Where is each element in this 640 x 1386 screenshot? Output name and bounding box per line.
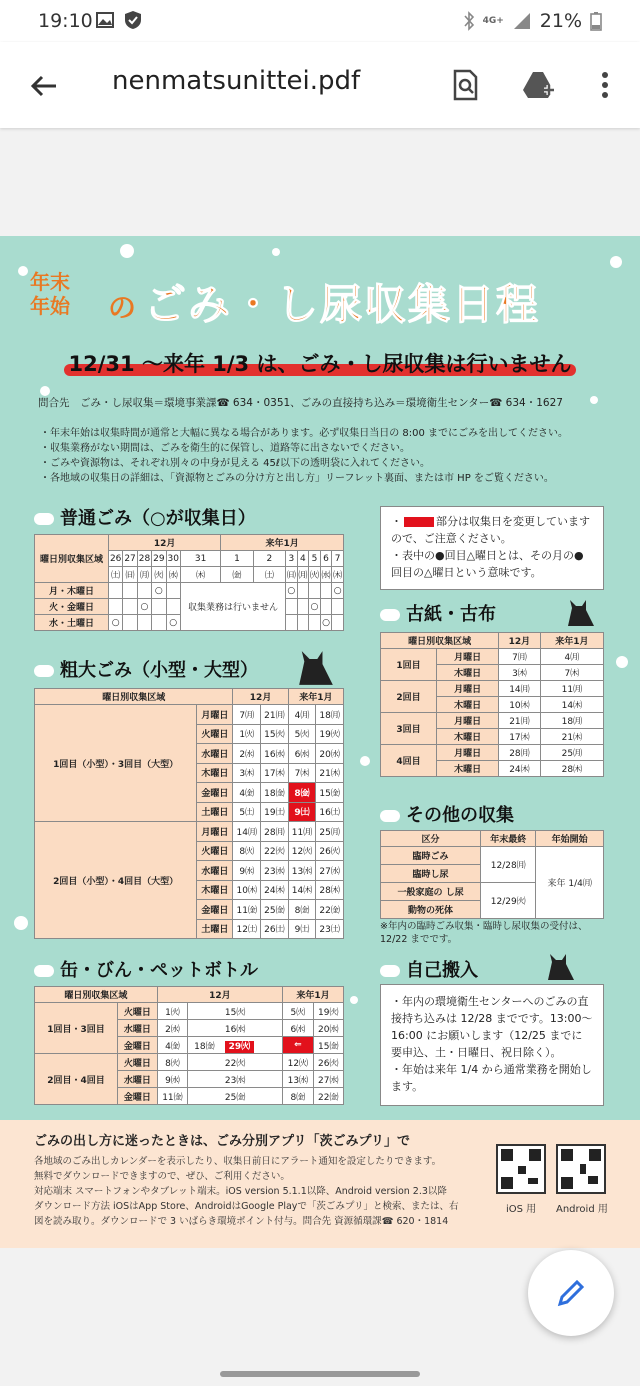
day-mark: ○ <box>320 615 332 631</box>
date-cell: 11㈮ <box>157 1088 187 1105</box>
weekday-cell: ㈪ <box>137 567 151 583</box>
weekday-cell: 金曜日 <box>197 783 233 803</box>
table-row <box>381 745 604 761</box>
date-cell: 12㈫ <box>288 841 316 861</box>
header-row <box>35 987 344 1003</box>
day-mark <box>297 583 309 599</box>
day-mark <box>152 615 166 631</box>
date-cell: 20㈬ <box>316 744 344 764</box>
date-text: 18㈮ <box>194 1041 215 1052</box>
date-cell: 8㈮ <box>288 900 316 920</box>
weekday-cell: 金曜日 <box>118 1088 158 1105</box>
weekday-cell: 木曜日 <box>437 761 499 777</box>
date-cell: 17㈭ <box>499 729 541 745</box>
area-cell: 水・土曜日 <box>35 615 109 631</box>
notes-list <box>40 426 568 486</box>
day-mark <box>123 583 137 599</box>
date-cell: 15㈮ <box>316 783 344 803</box>
day-cell: 28 <box>137 551 151 567</box>
day-mark <box>309 615 321 631</box>
day-cell: 29 <box>152 551 166 567</box>
no-collection-banner <box>64 348 576 378</box>
date-cell: 10㈭ <box>499 697 541 713</box>
changed-date-badge: 29㈫ <box>225 1041 255 1053</box>
date-cell: 22㈮ <box>313 1088 343 1105</box>
date-cell: 14㈭ <box>540 697 603 713</box>
col-header: 12月 <box>157 987 282 1003</box>
no-service-cell: 収集業務は行いません <box>180 583 285 631</box>
weekday-cell: 月曜日 <box>437 649 499 665</box>
day-cell: 1 <box>221 551 253 567</box>
date-cell: 5㈫ <box>283 1003 313 1020</box>
header-row <box>35 535 344 551</box>
contact-info: 問合先 ごみ・し尿収集＝環境事業課☎ 634・0351、ごみの直接持ち込み＝環境衛生センター☎ 634・1627 <box>38 397 563 409</box>
date-cell: 11㈮ <box>233 900 261 920</box>
table-row <box>381 847 604 865</box>
day-mark <box>108 599 122 615</box>
weekday-cell: 木曜日 <box>197 763 233 783</box>
date-cell: 25㈪ <box>316 822 344 842</box>
title-nenmatsu: 年末 <box>30 270 70 294</box>
date-cell: 25㈪ <box>540 745 603 761</box>
note-line: ・各地域の収集日の詳細は、「資源物とごみの分け方と出し方」リーフレット裏面、または市 HP をご覧ください。 <box>40 473 554 484</box>
date-cell: 15㈮ <box>313 1037 343 1054</box>
weekday-cell: ㈭ <box>332 567 344 583</box>
date-cell: 13㈬ <box>288 861 316 881</box>
document-title: nenmatsunittei.pdf <box>112 66 361 96</box>
date-cell: 21㈪ <box>261 705 289 725</box>
day-mark <box>123 599 137 615</box>
day-cell: 30 <box>166 551 180 567</box>
date-cell: 8㈫ <box>233 841 261 861</box>
col-header: 12月 <box>108 535 220 551</box>
date-cell: 4㈪ <box>540 649 603 665</box>
date-cell: 12㈯ <box>233 919 261 939</box>
col-header: 区分 <box>381 831 481 847</box>
day-mark: ○ <box>152 583 166 599</box>
signal-icon <box>512 11 532 31</box>
col-header: 曜日別収集区域 <box>35 987 158 1003</box>
arrow-cell: ⇐ <box>283 1037 313 1054</box>
col-header: 曜日別収集区域 <box>381 633 499 649</box>
area-cell: 火・金曜日 <box>35 599 109 615</box>
date-cell: 7㈪ <box>499 649 541 665</box>
legend-text-2: ・表中の●回目△曜日とは、その月の●回目の△曜日という意味です。 <box>391 549 584 579</box>
date-cell: 6㈬ <box>283 1020 313 1037</box>
battery-icon <box>590 11 602 31</box>
note-line: ・収集業務がない期間は、ごみを衛生的に保管し、道路等に出さないでください。 <box>40 443 410 454</box>
edit-fab[interactable] <box>528 1250 614 1336</box>
col-header: 12月 <box>233 689 288 705</box>
group-cell: 4回目 <box>381 745 437 777</box>
date-cell: 3㈭ <box>233 763 261 783</box>
col-header: 曜日別収集区域 <box>35 535 109 583</box>
day-mark <box>286 615 298 631</box>
col-header: 来年1月 <box>221 535 344 551</box>
day-cell: 31 <box>180 551 220 567</box>
col-header: 年末最終 <box>481 831 536 847</box>
weekday-cell: 月曜日 <box>197 822 233 842</box>
weekday-cell: 火曜日 <box>118 1003 158 1020</box>
day-mark <box>286 599 298 615</box>
area-cell: 月・木曜日 <box>35 583 109 599</box>
start-date-cell: 来年 1/4㈪ <box>536 847 604 919</box>
date-cell: 9㈯ <box>288 802 316 822</box>
weekday-cell: ㈯ <box>108 567 122 583</box>
col-header: 曜日別収集区域 <box>35 689 233 705</box>
date-cell: 12㈫ <box>283 1054 313 1071</box>
group-cell: 2回目・4回目 <box>35 1054 118 1105</box>
date-cell: 3㈭ <box>499 665 541 681</box>
add-to-drive-icon[interactable] <box>522 68 556 102</box>
jiko-item: ・年内の環境衛生センターへのごみの直接持ち込みは 12/28 までです。13:00～16:00 にお願いします（12/25 までに要申込、土・日曜日、祝日除く）。 <box>391 995 593 1059</box>
date-cell: 11㈪ <box>288 822 316 842</box>
back-arrow-icon[interactable] <box>28 70 60 102</box>
bunny-icon <box>34 965 54 977</box>
weekday-cell: ㈫ <box>152 567 166 583</box>
gallery-icon <box>95 10 115 30</box>
date-cell: 13㈬ <box>283 1071 313 1088</box>
weekday-cell: ㈬ <box>320 567 332 583</box>
weekday-cell: 水曜日 <box>197 744 233 764</box>
date-cell: 21㈭ <box>540 729 603 745</box>
legend-text: 部分は収集日を変更していますので、ご注意ください。 <box>391 515 590 545</box>
status-time: 19:10 <box>38 10 93 32</box>
day-cell: 2 <box>253 551 285 567</box>
category-cell: 臨時し尿 <box>381 865 481 883</box>
group-cell: 2回目 <box>381 681 437 713</box>
date-cell: 7㈪ <box>233 705 261 725</box>
day-mark <box>332 615 344 631</box>
search-in-document-icon[interactable] <box>448 68 482 102</box>
day-mark <box>137 615 151 631</box>
qr-code-android[interactable] <box>556 1144 606 1194</box>
date-cell: 8㈮ <box>283 1088 313 1105</box>
date-cell: 22㈮ <box>316 900 344 920</box>
table-row <box>381 713 604 729</box>
table-row <box>35 1054 344 1071</box>
weekday-cell: 土曜日 <box>197 802 233 822</box>
date-cell: 17㈭ <box>261 763 289 783</box>
day-mark <box>320 583 332 599</box>
date-cell: 19㈯ <box>261 802 289 822</box>
weekday-cell: 月曜日 <box>437 713 499 729</box>
date-cell: 23㈬ <box>188 1071 283 1088</box>
weekday-cell: 水曜日 <box>118 1071 158 1088</box>
table-row <box>35 1003 344 1020</box>
day-mark: ○ <box>166 615 180 631</box>
date-cell: 26㈯ <box>261 919 289 939</box>
date-cell: 23㈯ <box>316 919 344 939</box>
group-cell: 1回目（小型）・3回目（大型） <box>35 705 197 822</box>
date-cell: 24㈭ <box>261 880 289 900</box>
section-title-sodai: 粗大ごみ（小型・大型） <box>34 656 258 682</box>
bunny-icon <box>380 965 400 977</box>
sonota-note: ※年内の臨時ごみ収集・臨時し尿収集の受付は、12/22 までです。 <box>380 921 588 945</box>
network-type: 4G+ <box>482 16 504 26</box>
jiko-box <box>380 984 604 1106</box>
date-cell: 6㈬ <box>288 744 316 764</box>
bunny-icon <box>380 609 400 621</box>
date-cell: 26㈫ <box>313 1054 343 1071</box>
day-cell: 6 <box>320 551 332 567</box>
date-cell: 7㈭ <box>540 665 603 681</box>
date-cell: 1㈫ <box>233 724 261 744</box>
title-main: ごみ・し尿収集日程 <box>144 280 541 329</box>
section-title-kan: 缶・びん・ペットボトル <box>34 956 258 982</box>
app-promo-footer <box>0 1120 640 1248</box>
title-nenshi: 年始 <box>30 294 70 318</box>
date-cell: 4㈮ <box>157 1037 187 1054</box>
jiko-item: ・年始は来年 1/4 から通常業務を開始します。 <box>391 1063 592 1093</box>
pencil-icon <box>555 1277 587 1309</box>
weekday-cell: 水曜日 <box>118 1020 158 1037</box>
date-cell: 5㈯ <box>233 802 261 822</box>
group-cell: 2回目（小型）・4回目（大型） <box>35 822 197 939</box>
date-cell: 28㈭ <box>540 761 603 777</box>
cat-icon <box>564 598 598 628</box>
date-cell: 9㈬ <box>233 861 261 881</box>
date-cell: 19㈫ <box>316 724 344 744</box>
weekday-cell: ㈯ <box>253 567 285 583</box>
day-mark <box>123 615 137 631</box>
date-cell: 10㈭ <box>233 880 261 900</box>
date-cell: 22㈫ <box>188 1054 283 1071</box>
bunny-icon <box>34 665 54 677</box>
weekday-cell: 金曜日 <box>118 1037 158 1054</box>
weekday-cell: ㈫ <box>309 567 321 583</box>
date-cell: 16㈯ <box>316 802 344 822</box>
date-cell: 28㈪ <box>499 745 541 761</box>
col-header: 年始開始 <box>536 831 604 847</box>
col-header: 来年1月 <box>283 987 344 1003</box>
note-line: ・年末年始は収集時間が通常と大幅に異なる場合があります。必ず収集日当日の 8:00 までにごみを出してください。 <box>40 428 569 439</box>
weekday-cell: ㈰ <box>286 567 298 583</box>
col-header: 来年1月 <box>288 689 343 705</box>
section-title-sonota: その他の収集 <box>380 801 514 827</box>
date-cell: 26㈫ <box>316 841 344 861</box>
date-cell: 18㈪ <box>316 705 344 725</box>
legend-note-box: ・ 部分は収集日を変更していますので、ご注意ください。 ・表中の●回目△曜日とは、その月の●回目の△曜日という意味です。 <box>380 506 604 590</box>
date-cell: 21㈭ <box>316 763 344 783</box>
date-cell: 8㈫ <box>157 1054 187 1071</box>
date-cell: 28㈭ <box>316 880 344 900</box>
day-mark: ○ <box>137 599 151 615</box>
date-cell: 9㈬ <box>157 1071 187 1088</box>
day-mark <box>309 583 321 599</box>
weekday-cell: 火曜日 <box>197 841 233 861</box>
day-cell: 7 <box>332 551 344 567</box>
date-cell: 1㈫ <box>157 1003 187 1020</box>
sonota-table <box>380 830 604 919</box>
futsu-table <box>34 534 344 631</box>
category-cell: 動物の死体 <box>381 901 481 919</box>
date-cell: 14㈭ <box>288 880 316 900</box>
weekday-cell: ㈭ <box>180 567 220 583</box>
group-cell: 1回目・3回目 <box>35 1003 118 1054</box>
day-mark: ○ <box>332 583 344 599</box>
category-cell: 臨時ごみ <box>381 847 481 865</box>
date-cell: 28㈪ <box>261 822 289 842</box>
date-cell: 2㈬ <box>233 744 261 764</box>
table-row <box>35 822 344 842</box>
weekday-cell: ㈪ <box>297 567 309 583</box>
section-title-jiko: 自己搬入 <box>380 956 478 982</box>
day-mark <box>297 599 309 615</box>
date-cell: 21㈪ <box>499 713 541 729</box>
weekday-cell: 月曜日 <box>197 705 233 725</box>
day-mark <box>320 599 332 615</box>
red-legend-swatch <box>404 517 434 527</box>
table-row <box>381 681 604 697</box>
date-cell: 22㈫ <box>261 841 289 861</box>
qr-label-android: Android 用 <box>556 1204 608 1215</box>
sodai-table <box>34 688 344 939</box>
date-cell: 15㈫ <box>261 724 289 744</box>
day-mark: ○ <box>108 615 122 631</box>
note-line: ・ごみや資源物は、それぞれ別々の中身が見える 45ℓ以下の透明袋に入れてください。 <box>40 458 431 469</box>
date-cell: 11㈪ <box>540 681 603 697</box>
section-title-koshi: 古紙・古布 <box>380 600 496 626</box>
day-mark <box>152 599 166 615</box>
footer-body: 各地域のごみ出しカレンダーを表示したり、収集日前日にアラート通知を設定したりできます。 無料でダウンロードできますので、ぜひ、ご利用ください。 対応端末 スマートフォンやタブレット端末。iOS version 5.1.1以降、Android version 2.3以降 ダウンロード方法 iOSはApp Store、AndroidはGoogle Playで「茨ごみプリ」と検索、または、右 図を読み取り。ダウンロードで 3 いばらき環境ポイント付与。問合先 資源循環課☎ 620・1814 <box>34 1156 459 1227</box>
date-cell: 14㈪ <box>233 822 261 842</box>
weekday-cell: ㈬ <box>166 567 180 583</box>
qr-label-ios: iOS 用 <box>506 1204 537 1215</box>
day-mark <box>166 583 180 599</box>
status-bar <box>0 0 640 42</box>
kan-table <box>34 986 344 1105</box>
table-row <box>35 705 344 725</box>
date-cell: 18㈪ <box>540 713 603 729</box>
day-mark <box>166 599 180 615</box>
weekday-cell: 月曜日 <box>437 681 499 697</box>
app-bar <box>0 42 640 128</box>
day-mark <box>137 583 151 599</box>
footer-heading: ごみの出し方に迷ったときは、ごみ分別アプリ「茨ごみプリ」で <box>34 1134 410 1149</box>
changed-date-cell <box>188 1037 283 1054</box>
weekday-cell: 火曜日 <box>197 724 233 744</box>
weekday-cell: 木曜日 <box>437 729 499 745</box>
more-options-icon[interactable] <box>590 68 620 102</box>
battery-percent: 21% <box>539 10 582 32</box>
day-mark <box>108 583 122 599</box>
weekday-cell: 木曜日 <box>197 880 233 900</box>
title-particle: の <box>108 291 137 324</box>
last-date-cell: 12/28㈪ <box>481 847 536 883</box>
header-row <box>381 633 604 649</box>
gesture-nav-bar[interactable] <box>220 1371 420 1377</box>
group-cell: 1回目 <box>381 649 437 681</box>
date-cell: 5㈫ <box>288 724 316 744</box>
weekday-cell: 金曜日 <box>197 900 233 920</box>
date-cell: 4㈮ <box>233 783 261 803</box>
date-cell: 15㈫ <box>188 1003 283 1020</box>
weekday-cell: 月曜日 <box>437 745 499 761</box>
weekday-cell: 木曜日 <box>437 697 499 713</box>
weekday-cell: 水曜日 <box>197 861 233 881</box>
date-cell: 18㈮ <box>261 783 289 803</box>
bluetooth-icon <box>463 11 475 31</box>
date-cell: 2㈬ <box>157 1020 187 1037</box>
header-row <box>35 689 344 705</box>
weekday-cell: ㈮ <box>221 567 253 583</box>
date-cell: 8㈮ <box>288 783 316 803</box>
header-row <box>381 831 604 847</box>
col-header: 12月 <box>499 633 541 649</box>
table-row <box>35 583 344 599</box>
weekday-cell: 木曜日 <box>437 665 499 681</box>
section-title-futsu: 普通ごみ（○が収集日） <box>34 504 256 530</box>
koshi-table <box>380 632 604 777</box>
banner-text: 12/31 ～来年 1/3 は、ごみ・し尿収集は行いません <box>68 352 572 376</box>
last-date-cell: 12/29㈫ <box>481 883 536 919</box>
cat-icon <box>544 952 578 982</box>
shield-icon <box>123 10 143 30</box>
weekday-cell: 火曜日 <box>118 1054 158 1071</box>
day-cell: 26 <box>108 551 122 567</box>
day-mark: ○ <box>309 599 321 615</box>
day-cell: 4 <box>297 551 309 567</box>
day-mark <box>332 599 344 615</box>
date-cell: 27㈬ <box>313 1071 343 1088</box>
date-cell: 25㈮ <box>188 1088 283 1105</box>
col-header: 来年1月 <box>540 633 603 649</box>
pdf-page[interactable] <box>0 236 640 1248</box>
date-cell: 4㈪ <box>288 705 316 725</box>
group-cell: 3回目 <box>381 713 437 745</box>
category-cell: 一般家庭の し尿 <box>381 883 481 901</box>
day-cell: 27 <box>123 551 137 567</box>
date-cell: 24㈭ <box>499 761 541 777</box>
date-cell: 19㈫ <box>313 1003 343 1020</box>
weekday-cell: 土曜日 <box>197 919 233 939</box>
date-cell: 23㈬ <box>261 861 289 881</box>
day-cell: 3 <box>286 551 298 567</box>
day-mark <box>297 615 309 631</box>
day-cell: 5 <box>309 551 321 567</box>
cat-icon <box>294 648 338 688</box>
date-cell: 9㈯ <box>288 919 316 939</box>
day-mark: ○ <box>286 583 298 599</box>
date-cell: 25㈮ <box>261 900 289 920</box>
weekday-cell: ㈰ <box>123 567 137 583</box>
qr-code-ios[interactable] <box>496 1144 546 1194</box>
date-cell: 27㈬ <box>316 861 344 881</box>
date-cell: 20㈬ <box>313 1020 343 1037</box>
date-cell: 16㈬ <box>188 1020 283 1037</box>
table-row <box>381 649 604 665</box>
date-cell: 7㈭ <box>288 763 316 783</box>
date-cell: 16㈬ <box>261 744 289 764</box>
bunny-icon <box>380 810 400 822</box>
date-cell: 14㈪ <box>499 681 541 697</box>
main-title <box>30 270 610 336</box>
bunny-icon <box>34 513 54 525</box>
